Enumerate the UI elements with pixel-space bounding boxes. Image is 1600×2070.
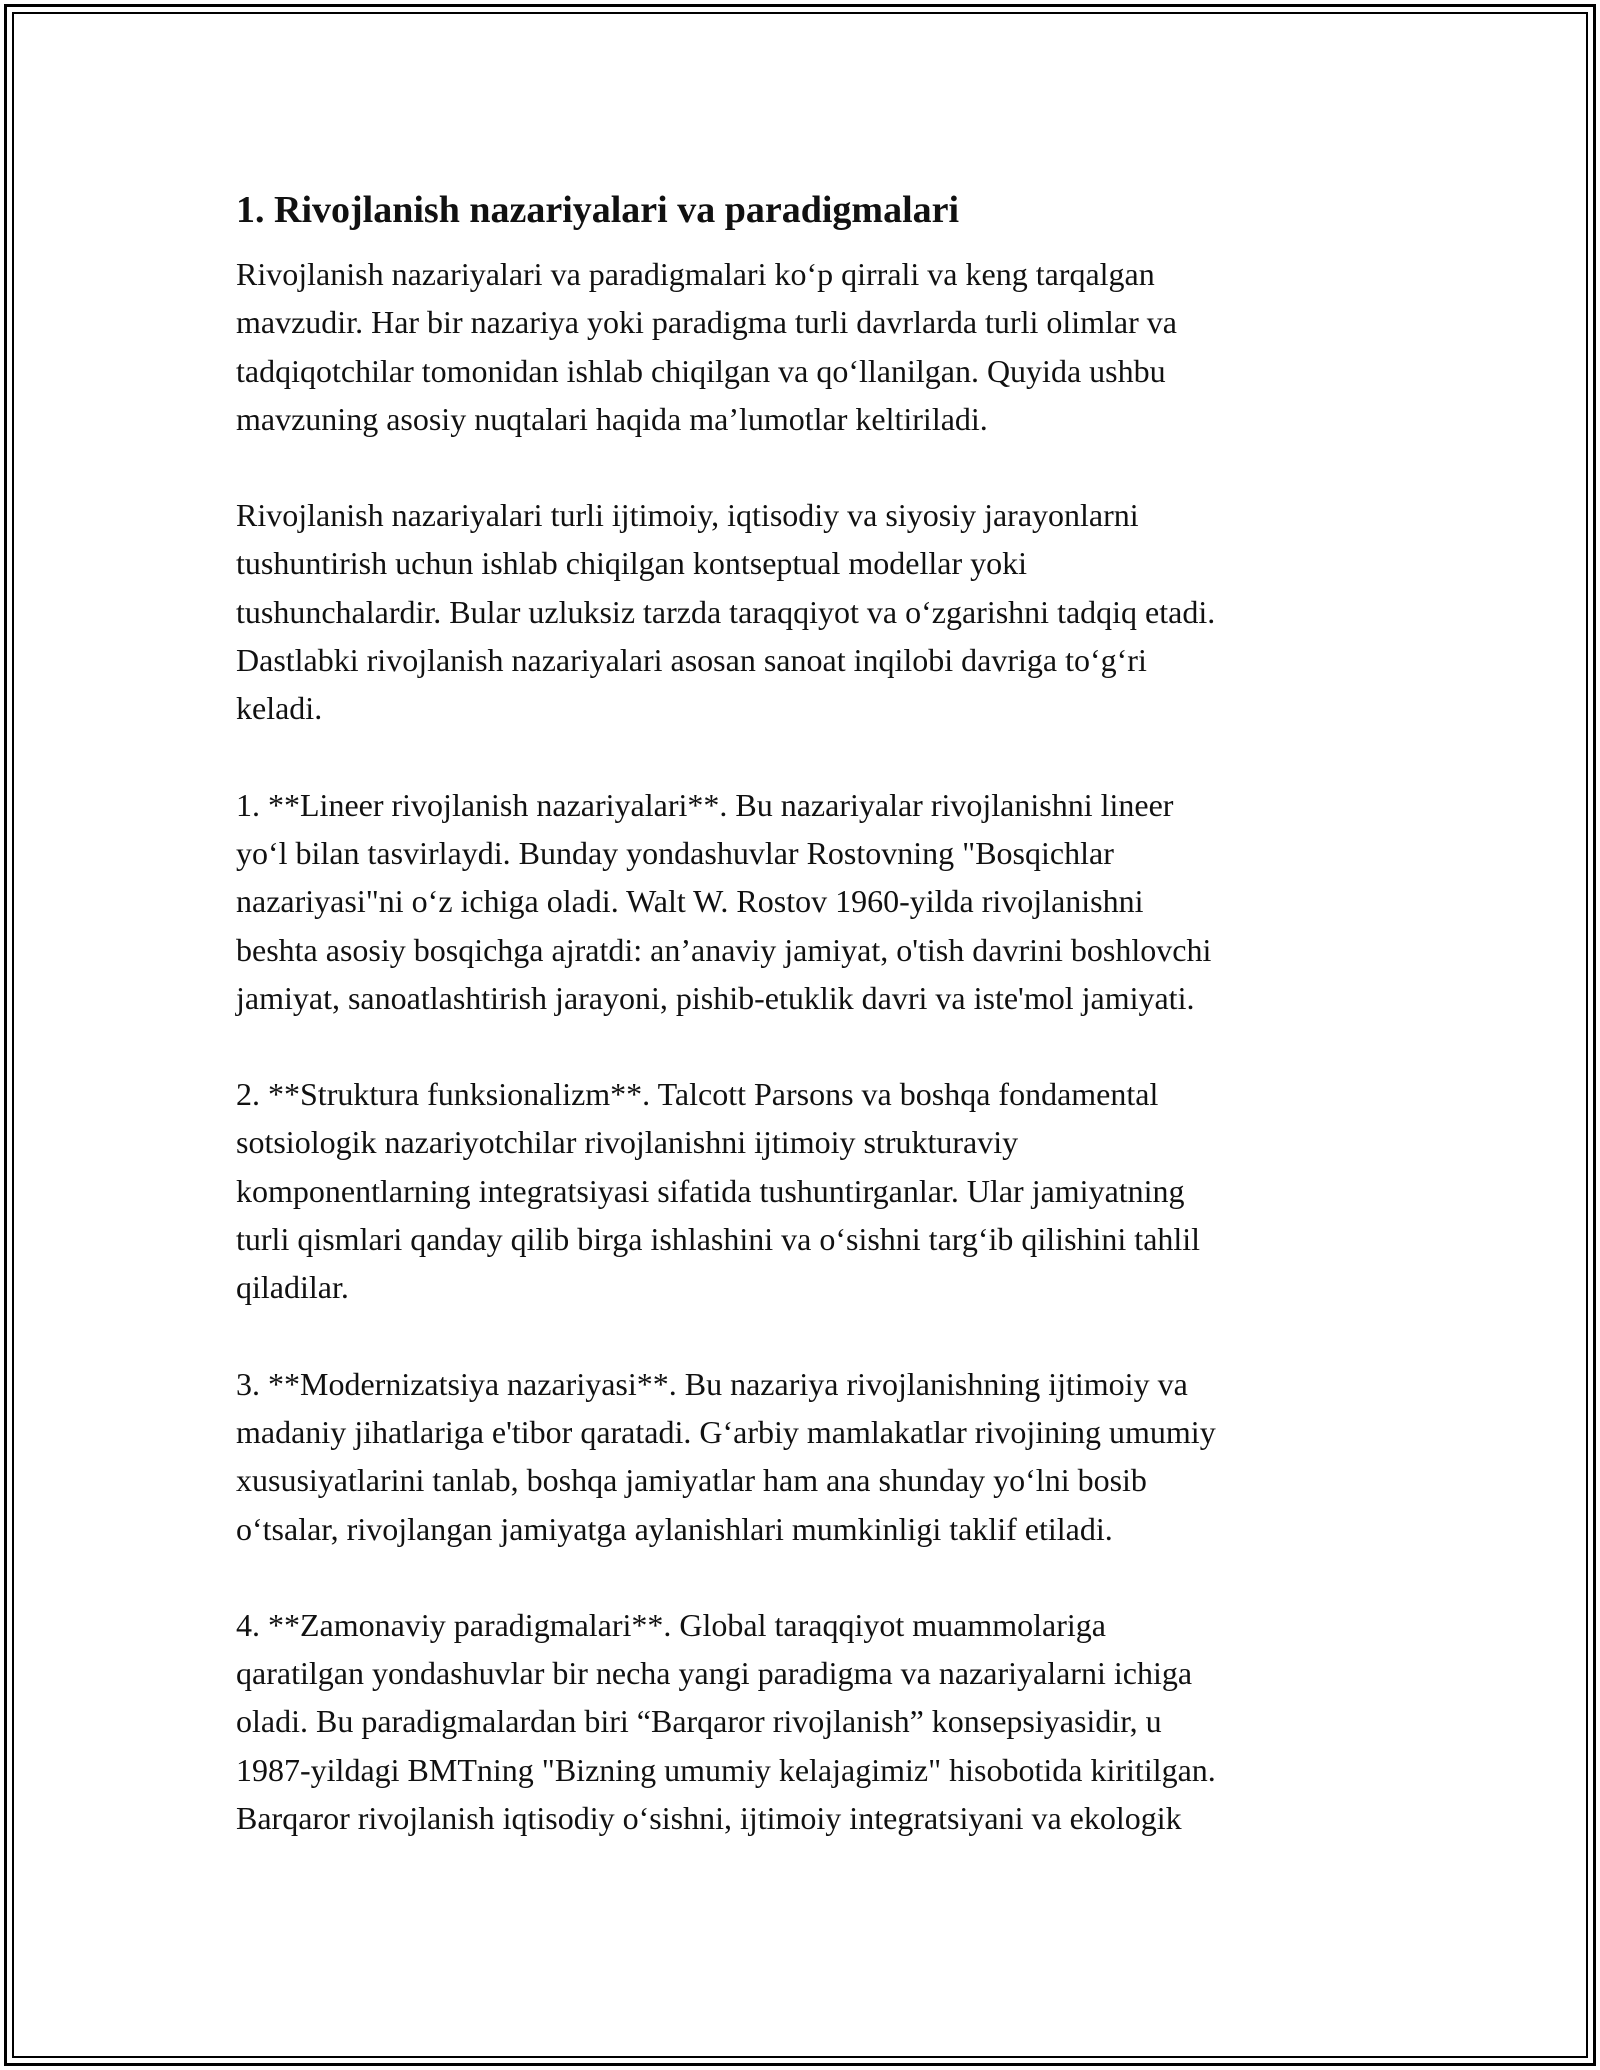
paragraph-modern-paradigms: 4. **Zamonaviy paradigmalari**. Global taraqqiyot muammolariga qaratilgan yondashuvlar bir necha yangi paradigma va nazariyalarni ichiga oladi. Bu paradigmalardan biri “Barqaror rivojlanish” konsepsiyasidir, u 1987-yildagi BMTning "Bizning umumiy kelajagimiz" hisobotida kiritilgan. Barqaror rivojlanish iqtisodiy o‘sishni, ijtimoiy integratsiyani va ekologik <box>236 1606 1216 1837</box>
section-title: 1. Rivojlanish nazariyalari va paradigmalari <box>236 189 960 231</box>
paragraph-modernization-theory: 3. **Modernizatsiya nazariyasi**. Bu nazariya rivojlanishning ijtimoiy va madaniy jihatlariga e'tibor qaratadi. G‘arbiy mamlakatlar rivojining umumiy xususiyatlarini tanlab, boshqa jamiyatlar ham ana shunday yo‘lni bosib o‘tsalar, rivojlangan jamiyatga aylanishlari mumkinligi taklif etiladi. <box>236 1365 1216 1547</box>
paragraph-overview: Rivojlanish nazariyalari turli ijtimoiy, iqtisodiy va siyosiy jarayonlarni tushuntirish uchun ishlab chiqilgan kontseptual modellar yoki tushunchalardir. Bular uzluksiz tarzda taraqqiyot va o‘zgarishni tadqiq etadi. Dastlabki rivojlanish nazariyalari asosan sanoat inqilobi davriga to‘g‘ri keladi. <box>236 497 1216 727</box>
document-body <box>236 186 1366 1890</box>
paragraph-structural-functionalism: 2. **Struktura funksionalizm**. Talcott Parsons va boshqa fondamental sotsiologik nazariyotchilar rivojlanishni ijtimoiy strukturaviy komponentlarning integratsiyasi sifatida tushuntirganlar. Ular jamiyatning turli qismlari qanday qilib birga ishlashini va o‘sishni targ‘ib qilishini tahlil qiladilar. <box>236 1076 1201 1306</box>
paragraph-linear-theories: 1. **Lineer rivojlanish nazariyalari**. Bu nazariyalar rivojlanishni lineer yo‘l bilan tasvirlaydi. Bunday yondashuvlar Rostovning "Bosqichlar nazariyasi"ni o‘z ichiga oladi. Walt W. Rostov 1960-yilda rivojlanishni beshta asosiy bosqichga ajratdi: an’anaviy jamiyat, o'tish davrini boshlovchi jamiyat, sanoatlashtirish jarayoni, pishib-etuklik davri va iste'mol jamiyati. <box>236 786 1212 1016</box>
paragraph-intro: Rivojlanish nazariyalari va paradigmalari ko‘p qirrali va keng tarqalgan mavzudir. Har bir nazariya yoki paradigma turli davrlarda turli olimlar va tadqiqotchilar tomonidan ishlab chiqilgan va qo‘llanilgan. Quyida ushbu mavzuning asosiy nuqtalari haqida ma’lumotlar keltiriladi. <box>236 256 1177 437</box>
